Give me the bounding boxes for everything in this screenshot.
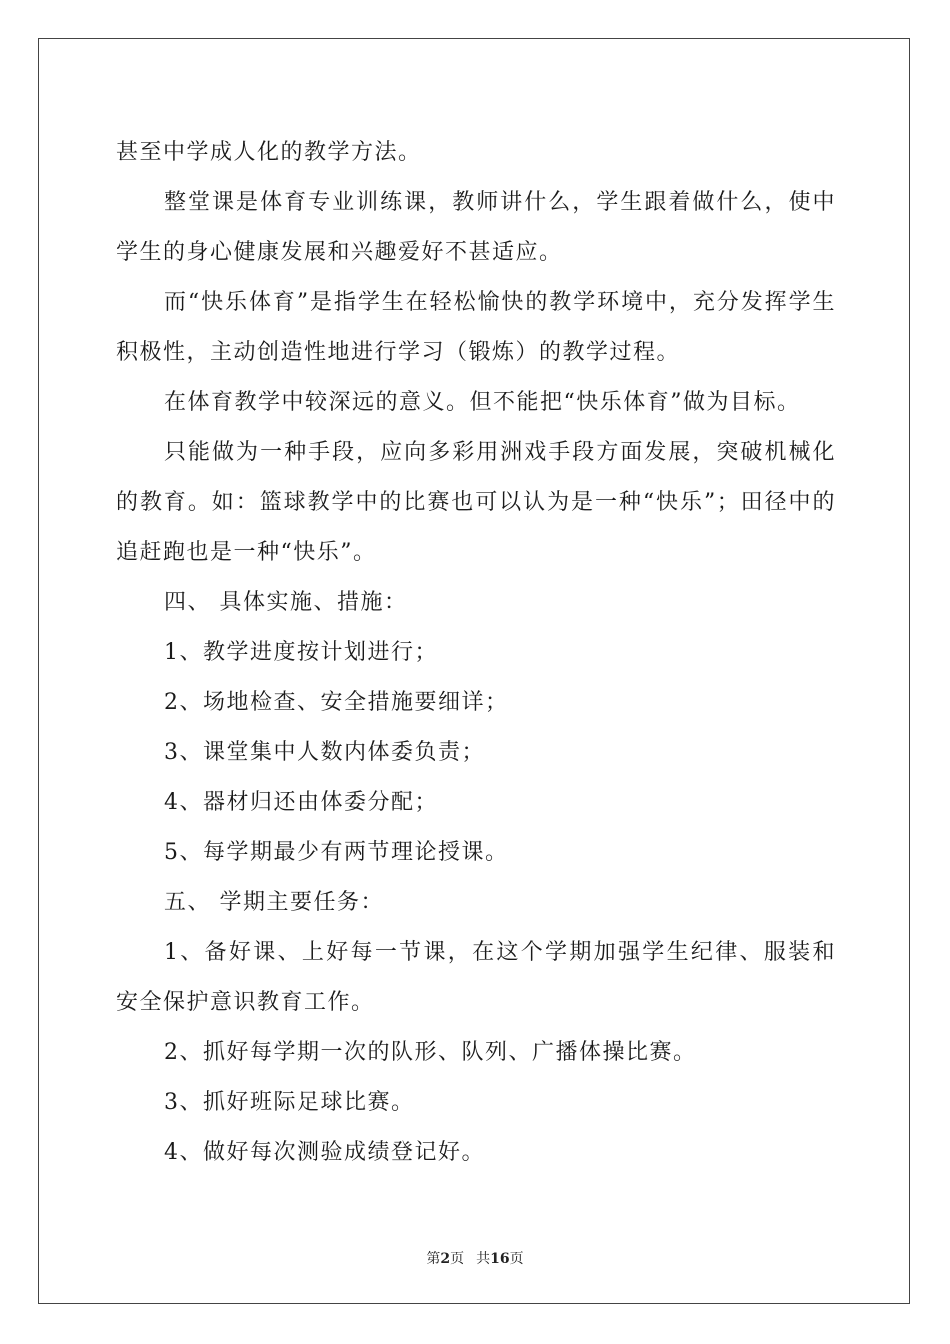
list-item: 3、抓好班际足球比赛。	[164, 1090, 415, 1115]
page-number: 2	[440, 1251, 451, 1267]
list-item: 1、备好课、上好每一节课，在这个学期加强学生纪律、服装和安全保护意识教育工作。	[116, 940, 836, 1015]
paragraph: 只能做为一种手段，应向多彩用洲戏手段方面发展，突破机械化的教育。如：篮球教学中的比赛也可以认为是一种“快乐”；田径中的追赶跑也是一种“快乐”。	[116, 440, 836, 565]
paragraph: 整堂课是体育专业训练课，教师讲什么，学生跟着做什么，使中学生的身心健康发展和兴趣爱好不甚适应。	[116, 190, 836, 265]
document-body	[116, 128, 836, 1178]
list-item: 2、场地检查、安全措施要细详；	[164, 690, 509, 715]
page-footer	[0, 1248, 950, 1268]
total-prefix: 共	[476, 1251, 491, 1267]
page-suffix: 页	[450, 1251, 465, 1267]
list-item: 4、器材归还由体委分配；	[164, 790, 438, 815]
section-heading: 五、 学期主要任务：	[164, 890, 384, 915]
total-pages: 16	[490, 1251, 510, 1267]
list-item: 5、每学期最少有两节理论授课。	[164, 840, 509, 865]
page-prefix: 第	[426, 1251, 441, 1267]
paragraph: 在体育教学中较深远的意义。但不能把“快乐体育”做为目标。	[164, 390, 801, 415]
total-suffix: 页	[509, 1251, 524, 1267]
list-item: 3、课堂集中人数内体委负责；	[164, 740, 485, 765]
list-item: 4、做好每次测验成绩登记好。	[164, 1140, 485, 1165]
paragraph: 甚至中学成人化的教学方法。	[116, 140, 422, 165]
paragraph: 而“快乐体育”是指学生在轻松愉快的教学环境中，充分发挥学生积极性，主动创造性地进行学习（锻炼）的教学过程。	[116, 290, 836, 365]
list-item: 2、抓好每学期一次的队形、队列、广播体操比赛。	[164, 1040, 697, 1065]
section-heading: 四、 具体实施、措施：	[164, 590, 408, 615]
list-item: 1、教学进度按计划进行；	[164, 640, 438, 665]
